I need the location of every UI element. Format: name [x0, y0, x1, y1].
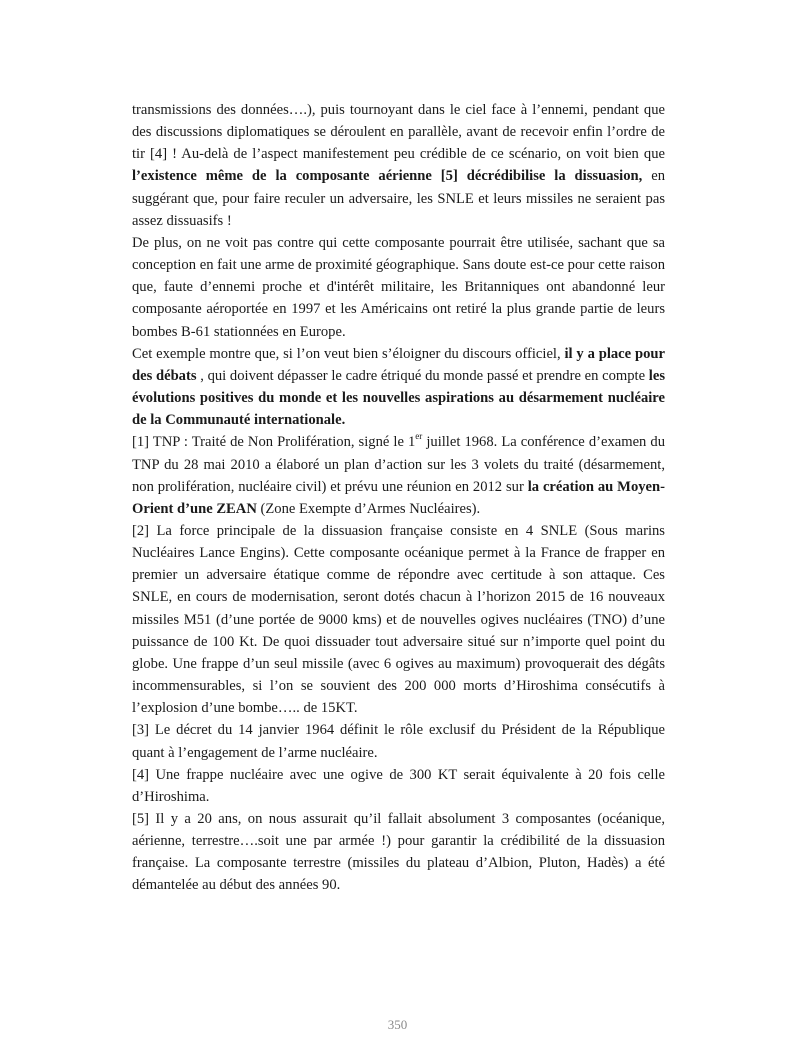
bold-text: il y a place pour des débats	[132, 345, 665, 384]
footnote-4	[132, 764, 665, 808]
bold-text: les évolutions positives du monde et les nouvelles aspirations au désarmement nucléaire de la Communauté internationale.	[132, 367, 666, 429]
paragraph-debates	[132, 343, 665, 432]
footnote-text: [2] La force principale de la dissuasion française consiste en 4 SNLE (Sous marins Nucléaires Lance Engins). Cette composante océanique permet à la France de frapper en premier un adversaire étatique comme de répondre avec certitude à son attaque. Ces SNLE, en cours de modernisation, seront dotés chacun à l’horizon 2015 de 16 nouveaux missiles M51 (d’une portée de 9000 kms) et de nouvelles ogives nucléaires (TNO) d’une puissance de 100 Kt. De quoi dissuader tout adversaire situé sur n’importe quel point du globe. Une frappe d’un seul missile (avec 6 ogives au maximum) provoquerait des dégâts incommensurables, si l’on se souvient des 200 000 morts d’Hiroshima consécutifs à l’explosion d’une bombe….. de 15KT.	[132, 522, 665, 717]
footnote-2	[132, 520, 665, 719]
footnote-text: [3] Le décret du 14 janvier 1964 définit le rôle exclusif du Président de la République quant à l’engagement de l’arme nucléaire.	[132, 722, 665, 761]
bold-text: la création au Moyen-Orient d’une ZEAN	[132, 478, 666, 517]
paragraph-text: en suggérant que, pour faire reculer un adversaire, les SNLE et leurs missiles ne seraient pas assez dissuasifs !	[132, 168, 665, 229]
footnote-1	[132, 431, 665, 520]
paragraph-text: transmissions des données….), puis tournoyant dans le ciel face à l’ennemi, pendant que des discussions diplomatiques se déroulent en parallèle, avant de recevoir enfin l’ordre de tir [4] ! Au-delà de l’aspect manifestement peu crédible de ce scénario, on voit bien que	[132, 102, 665, 163]
footnote-text: juillet 1968. La conférence d’examen du TNP du 28 mai 2010 a élaboré un plan d’action sur les 3 volets du traité (désarmement, non prolifération, nucléaire civil) et prévu une réunion en 2012 sur	[132, 434, 665, 495]
footnote-text: [5] Il y a 20 ans, on nous assurait qu’il fallait absolument 3 composantes (océanique, aérienne, terrestre….soit une par armée !) pour garantir la crédibilité de la dissuasion française. La composante terrestre (missiles du plateau d’Albion, Pluton, Hadès) a été démantelée au début des années 90.	[132, 811, 665, 894]
page-number: 350	[387, 1017, 408, 1032]
paragraph-text: , qui doivent dépasser le cadre étriqué du monde passé et prendre en compte	[196, 367, 649, 384]
paragraph-text: Cet exemple montre que, si l’on veut bien s’éloigner du discours officiel,	[132, 345, 565, 362]
footnote-text: [1] TNP : Traité de Non Prolifération, signé le 1	[132, 434, 416, 451]
superscript: er	[415, 431, 423, 442]
footnote-3	[132, 719, 665, 763]
footnote-5	[132, 808, 665, 897]
paragraph-text: De plus, on ne voit pas contre qui cette composante pourrait être utilisée, sachant que sa conception en fait une arme de proximité géographique. Sans doute est-ce pour cette raison que, faute d’ennemi proche et d'intérêt militaire, les Britanniques ont abandonné leur composante aéroportée en 1997 et les Américains ont retiré la plus grande partie de leurs bombes B-61 stationnées en Europe.	[132, 234, 665, 340]
paragraph-proximity	[132, 232, 665, 343]
footnote-text: [4] Une frappe nucléaire avec une ogive de 300 KT serait équivalente à 20 fois celle d’Hiroshima.	[132, 766, 665, 805]
bold-text: l’existence même de la composante aérienne [5] décrédibilise la dissuasion,	[132, 168, 643, 185]
paragraph-air-component	[132, 99, 665, 232]
document-body	[132, 99, 665, 897]
footnote-text: (Zone Exempte d’Armes Nucléaires).	[256, 500, 481, 517]
